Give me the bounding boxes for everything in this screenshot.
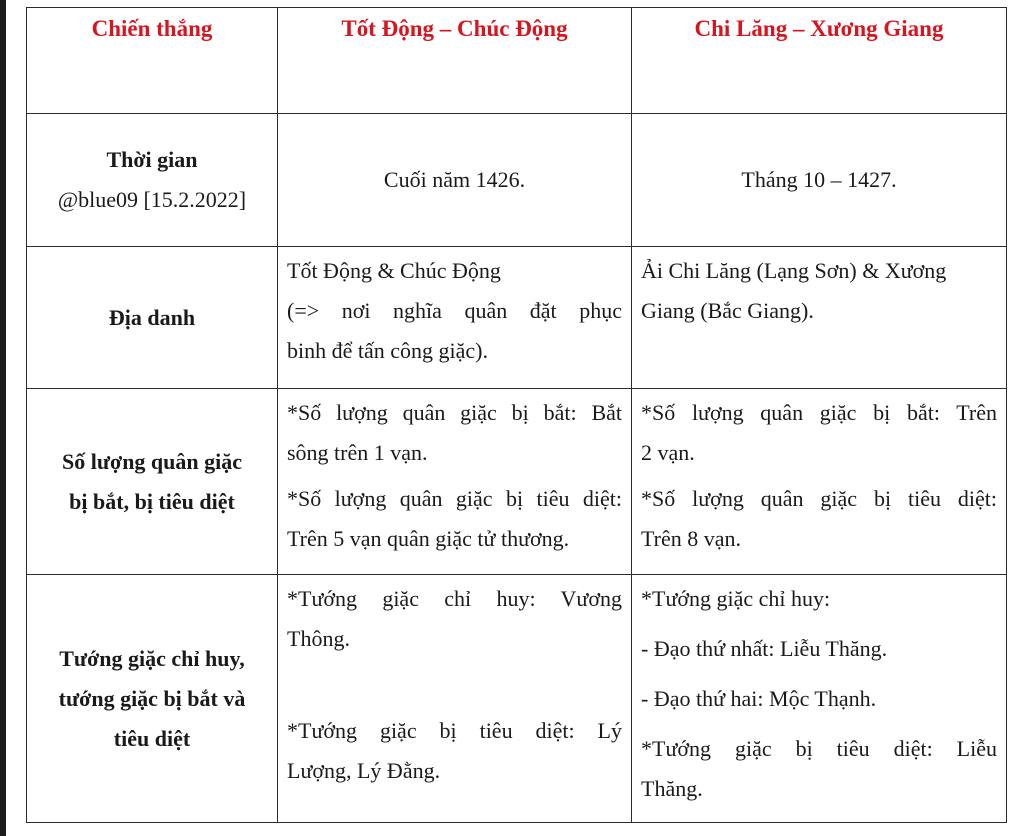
place-chi-lang-line2: Giang (Bắc Giang). — [641, 298, 814, 323]
generals-chi-lang — [632, 575, 1007, 823]
row-count-label-line2: bị bắt, bị tiêu diệt — [69, 488, 235, 514]
row-generals-label-line3: tiêu diệt — [113, 725, 191, 751]
generals-tot-dong-commander-2: Thông. — [287, 626, 350, 651]
time-tot-dong: Cuối năm 1426. — [278, 114, 632, 247]
row-count-label-line1: Số lượng quân giặc — [61, 448, 243, 474]
place-tot-dong-line1: Tốt Động & Chúc Động — [287, 258, 501, 283]
generals-tot-dong-commander-1: *Tướng giặc chỉ huy: Vương — [287, 586, 622, 611]
count-chi-lang-captured-1: *Số lượng quân giặc bị bắt: Trên — [641, 400, 997, 425]
author-tag: @blue09 [15.2.2022] — [57, 187, 247, 212]
row-count-label-cell — [27, 389, 278, 575]
generals-tot-dong-killed-1: *Tướng giặc bị tiêu diệt: Lý — [287, 718, 622, 743]
generals-chi-lang-killed-2: Thăng. — [641, 776, 703, 801]
count-tot-dong-killed-1: *Số lượng quân giặc bị tiêu diệt: — [287, 486, 622, 511]
count-tot-dong-captured-1: *Số lượng quân giặc bị bắt: Bắt — [287, 400, 622, 425]
time-chi-lang: Tháng 10 – 1427. — [632, 114, 1007, 247]
header-row — [27, 8, 1007, 114]
generals-tot-dong — [278, 575, 632, 823]
generals-tot-dong-killed-2: Lượng, Lý Đằng. — [287, 758, 441, 783]
count-chi-lang-killed-1: *Số lượng quân giặc bị tiêu diệt: — [641, 486, 997, 511]
row-count — [27, 389, 1007, 575]
place-chi-lang-line1: Ải Chi Lăng (Lạng Sơn) & Xương — [641, 258, 947, 283]
row-generals-label-line1: Tướng giặc chỉ huy, — [59, 645, 245, 671]
generals-chi-lang-route-2: - Đạo thứ hai: Mộc Thạnh. — [641, 686, 877, 711]
row-time-label: Thời gian — [106, 147, 198, 172]
row-time — [27, 114, 1007, 247]
header-tot-dong: Tốt Động – Chúc Động — [278, 8, 632, 114]
count-tot-dong-killed-2: Trên 5 vạn quân giặc tử thương. — [287, 526, 570, 551]
count-chi-lang — [632, 389, 1007, 575]
generals-chi-lang-route-1: - Đạo thứ nhất: Liễu Thăng. — [641, 636, 888, 661]
row-place — [27, 247, 1007, 389]
row-generals — [27, 575, 1007, 823]
header-victory: Chiến thắng — [27, 8, 278, 114]
header-chi-lang: Chi Lăng – Xương Giang — [632, 8, 1007, 114]
place-tot-dong-line3: binh để tấn công giặc). — [287, 338, 488, 363]
count-chi-lang-killed-2: Trên 8 vạn. — [641, 526, 742, 551]
generals-chi-lang-commander-1: *Tướng giặc chỉ huy: — [641, 586, 831, 611]
row-generals-label-cell — [27, 575, 278, 823]
count-chi-lang-captured-2: 2 vạn. — [641, 440, 695, 465]
place-tot-dong-line2: (=> nơi nghĩa quân đặt phục — [287, 298, 622, 323]
comparison-table — [26, 7, 1007, 823]
left-edge-bar — [0, 0, 6, 836]
count-tot-dong-captured-2: sông trên 1 vạn. — [287, 440, 428, 465]
row-place-label: Địa danh — [27, 247, 278, 389]
row-generals-label-line2: tướng giặc bị bắt và — [58, 685, 246, 711]
place-chi-lang — [632, 247, 1007, 389]
place-tot-dong — [278, 247, 632, 389]
generals-chi-lang-killed-1: *Tướng giặc bị tiêu diệt: Liễu — [641, 736, 997, 761]
count-tot-dong — [278, 389, 632, 575]
row-time-label-cell — [27, 114, 278, 247]
